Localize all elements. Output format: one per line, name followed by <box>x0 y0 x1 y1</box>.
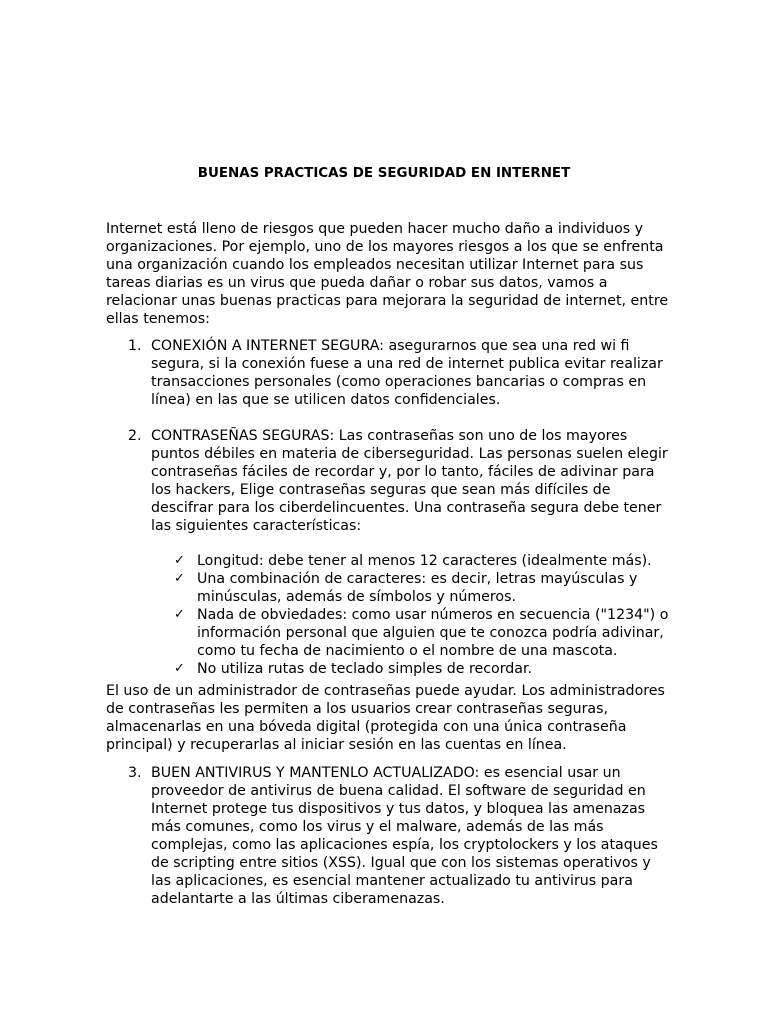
checklist-item <box>106 660 666 678</box>
text-line: como tu fecha de nacimiento o el nombre de una mascota. <box>197 643 618 659</box>
text-line: descifrar para los ciberdelincuentes. Una contraseña segura debe tener <box>151 500 662 516</box>
text-line: tareas diarias es un virus que pueda dañar o robar sus datos, vamos a <box>106 275 608 291</box>
text-line: una organización cuando los empleados necesitan utilizar Internet para sus <box>106 257 644 273</box>
text-line: Nada de obviedades: como usar números en secuencia ("1234") o <box>197 607 669 623</box>
text-line: información personal que alguien que te conozca podría adivinar, <box>197 625 664 641</box>
password-characteristics-list <box>106 552 669 678</box>
document-body <box>106 220 669 908</box>
text-line: principal) y recuperarlas al iniciar sesión en las cuentas en línea. <box>106 737 567 753</box>
text-line: proveedor de antivirus de buena calidad. El software de seguridad en <box>151 783 646 799</box>
list-item-antivirus <box>106 764 666 908</box>
text-line: las siguientes características: <box>151 518 362 534</box>
text-line: contraseñas fáciles de recordar y, por lo tanto, fáciles de adivinar para <box>151 464 655 480</box>
text-line: las aplicaciones, es esencial mantener actualizado tu antivirus para <box>151 873 633 889</box>
checkmark-icon: ✓ <box>174 661 185 676</box>
text-line: Internet protege tus dispositivos y tus datos, y bloquea las amenazas <box>151 801 646 817</box>
text-line: segura, si la conexión fuese a una red de internet publica evitar realizar <box>151 356 663 372</box>
text-line: minúsculas, además de símbolos y números. <box>197 589 516 605</box>
text-line: transacciones personales (como operaciones bancarias o compras en <box>151 374 647 390</box>
checklist-item <box>106 552 666 570</box>
text-line: los hackers, Elige contraseñas seguras que sean más difíciles de <box>151 482 611 498</box>
text-line: No utiliza rutas de teclado simples de recordar. <box>197 661 533 677</box>
checkmark-icon: ✓ <box>174 553 185 568</box>
text-line: El uso de un administrador de contraseñas puede ayudar. Los administradores <box>106 683 665 699</box>
text-line: Longitud: debe tener al menos 12 caracteres (idealmente más). <box>197 553 652 569</box>
list-number: 3. <box>128 765 142 781</box>
password-manager-paragraph <box>106 682 666 754</box>
text-line: Una combinación de caracteres: es decir, letras mayúsculas y <box>197 571 638 587</box>
text-line: relacionar unas buenas practicas para mejorara la seguridad de internet, entre <box>106 293 669 309</box>
text-line: complejas, como las aplicaciones espía, los cryptolockers y los ataques <box>151 837 658 853</box>
text-line: puntos débiles en materia de ciberseguridad. Las personas suelen elegir <box>151 446 668 462</box>
intro-paragraph <box>106 220 669 328</box>
text-line: organizaciones. Por ejemplo, uno de los mayores riesgos a los que se enfrenta <box>106 239 664 255</box>
checklist-item <box>106 570 666 606</box>
list-item-connection <box>106 337 666 409</box>
text-line: BUEN ANTIVIRUS Y MANTENLO ACTUALIZADO: es esencial usar un <box>151 765 621 781</box>
text-line: almacenarlas en una bóveda digital (protegida con una única contraseña <box>106 719 627 735</box>
text-line: de scripting entre sitios (XSS). Igual que con los sistemas operativos y <box>151 855 651 871</box>
checkmark-icon: ✓ <box>174 607 185 622</box>
list-number: 1. <box>128 338 142 354</box>
document-title: BUENAS PRACTICAS DE SEGURIDAD EN INTERNET <box>197 166 571 181</box>
text-line: adelantarte a las últimas ciberamenazas. <box>151 891 445 907</box>
text-line: CONEXIÓN A INTERNET SEGURA: asegurarnos que sea una red wi fi <box>151 338 630 354</box>
text-line: línea) en las que se utilicen datos confidenciales. <box>151 392 501 408</box>
list-item-passwords <box>106 427 666 535</box>
text-line: Internet está lleno de riesgos que pueden hacer mucho daño a individuos y <box>106 221 644 237</box>
text-line: de contraseñas les permiten a los usuarios crear contraseñas seguras, <box>106 701 609 717</box>
checklist-item <box>106 606 669 660</box>
text-line: CONTRASEÑAS SEGURAS: Las contraseñas son uno de los mayores <box>151 428 628 444</box>
text-line: ellas tenemos: <box>106 311 210 327</box>
list-number: 2. <box>128 428 142 444</box>
checkmark-icon: ✓ <box>174 571 185 586</box>
text-line: más comunes, como los virus y el malware, además de las más <box>151 819 604 835</box>
